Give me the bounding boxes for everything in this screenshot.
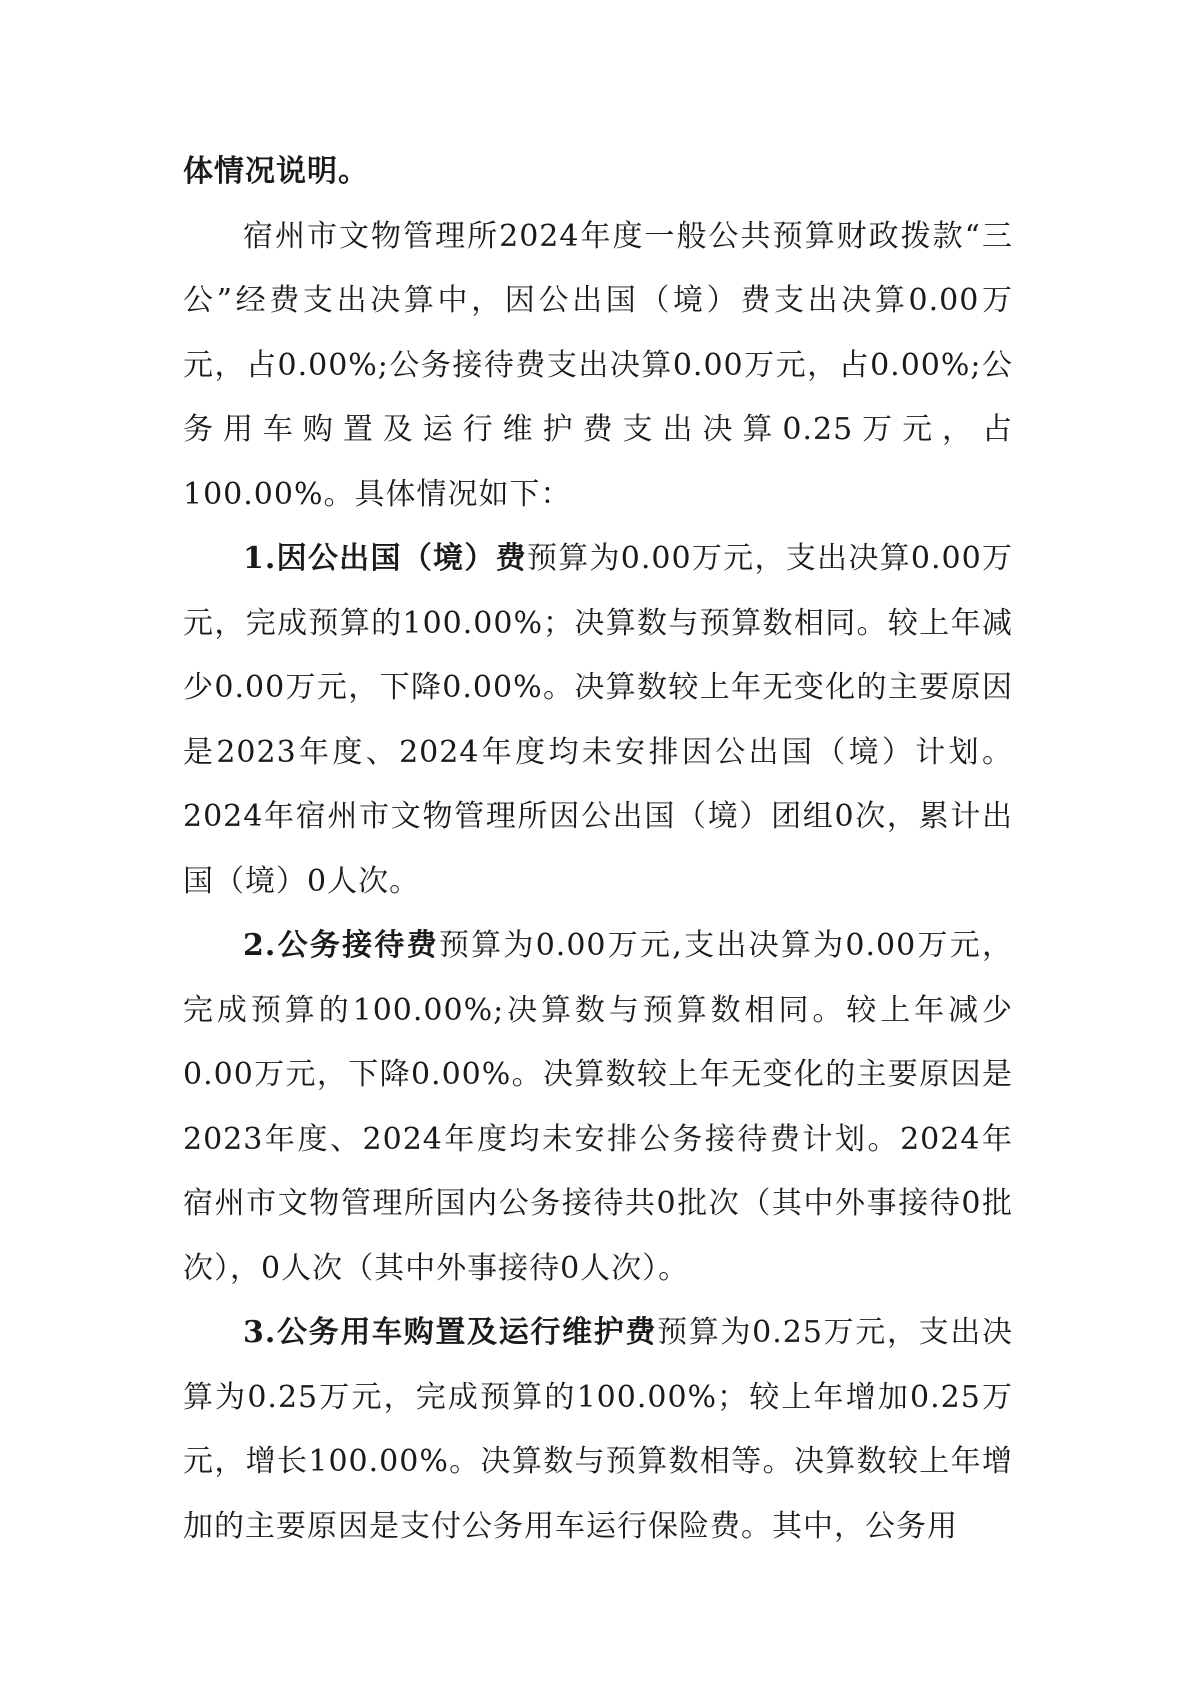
document-page — [183, 140, 1013, 1559]
paragraph-official-vehicles — [183, 1301, 1013, 1559]
heading-overseas-travel: 1.因公出国（境）费 — [243, 541, 527, 576]
paragraph-overseas-travel-body: 预算为0.00万元，支出决算0.00万元，完成预算的100.00%；决算数与预算数相同。较上年减少0.00万元，下降0.00%。决算数较上年无变化的主要原因是2023年度、2024年度均未安排因公出国（境）计划。2024年宿州市文物管理所因公出国（境）团组0次，累计出国（境）0人次。 — [183, 541, 1014, 899]
paragraph-summary: 宿州市文物管理所2024年度一般公共预算财政拨款“三公”经费支出决算中，因公出国（境）费支出决算0.00万元，占0.00%;公务接待费支出决算0.00万元，占0.00%;公务用车购置及运行维护费支出决算0.25万元，占100.00%。具体情况如下： — [183, 218, 1013, 512]
heading-official-vehicles: 3.公务用车购置及运行维护费 — [243, 1315, 658, 1350]
paragraph-reception-body: 预算为0.00万元,支出决算为0.00万元，完成预算的100.00%;决算数与预算数相同。较上年减少0.00万元，下降0.00%。决算数较上年无变化的主要原因是2023年度、2024年度均未安排公务接待费计划。2024年宿州市文物管理所国内公务接待共0批次（其中外事接待0批次），0人次（其中外事接待0人次）。 — [183, 928, 1013, 1286]
paragraph-reception — [183, 914, 1013, 1301]
paragraph-official-vehicles-body: 预算为0.25万元，支出决算为0.25万元，完成预算的100.00%；较上年增加0.25万元，增长100.00%。决算数与预算数相等。决算数较上年增加的主要原因是支付公务用车运行保险费。其中，公务用 — [183, 1315, 1013, 1544]
paragraph-overseas-travel — [183, 527, 1013, 914]
paragraph-continuation: 体情况说明。 — [183, 154, 369, 189]
heading-reception: 2.公务接待费 — [243, 928, 439, 963]
